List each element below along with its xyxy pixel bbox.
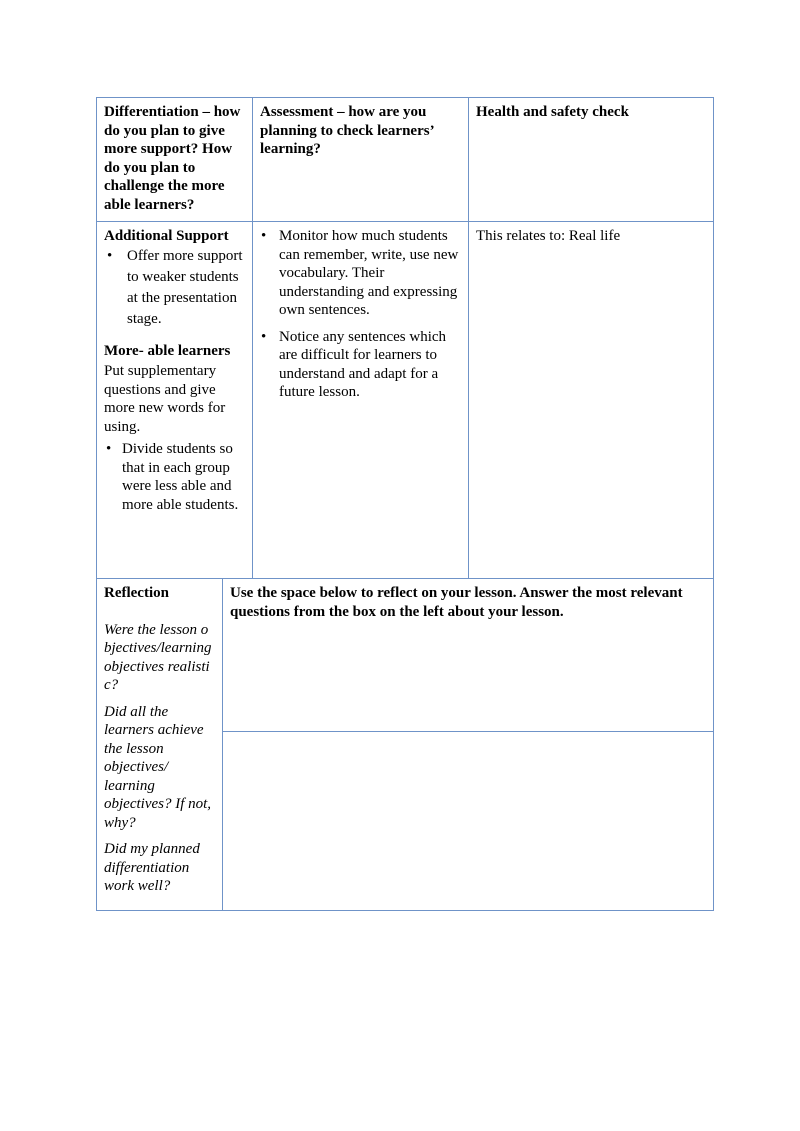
assessment-list (260, 227, 461, 402)
header-row (97, 98, 714, 222)
support-list (104, 246, 245, 330)
reflection-instruction: Use the space below to reflect on your lesson. Answer the most relevant questions from the box on the left about your lesson. (223, 579, 714, 732)
reflection-question: Were the lesson objectives/learning objectives realistic? (104, 621, 212, 693)
reflection-answer-space[interactable] (223, 732, 714, 911)
assessment-header: Assessment – how are you planning to check learners’ learning? (253, 98, 469, 222)
reflection-cell (97, 579, 223, 911)
lesson-plan-page (96, 97, 713, 911)
list-item: • Monitor how much students can remember, write, use new vocabulary. Their understanding and expressing own sentences. (260, 227, 461, 320)
health-safety-cell: This relates to: Real life (469, 222, 714, 579)
reflection-title: Reflection (104, 585, 169, 601)
content-row (97, 222, 714, 579)
able-heading: More- able learners (104, 342, 231, 359)
health-safety-header: Health and safety check (469, 98, 714, 222)
list-item: • Notice any sentences which are difficult for learners to understand and adapt for a future lesson. (260, 328, 461, 402)
able-text: Put supplementary questions and give more new words for using. (104, 363, 226, 435)
reflection-table (96, 578, 714, 911)
reflection-question: Did all the learners achieve the lesson objectives/ learning objectives? If not, why? (104, 703, 212, 831)
able-list (104, 440, 245, 514)
assessment-cell (253, 222, 469, 579)
list-item: • Divide students so that in each group were less able and more able students. (104, 440, 245, 514)
differentiation-cell (97, 222, 253, 579)
list-item: • Offer more support to weaker students at the presentation stage. (104, 246, 245, 330)
planning-table (96, 97, 714, 579)
differentiation-header: Differentiation – how do you plan to give more support? How do you plan to challenge the more able learners? (97, 98, 253, 222)
reflection-top-row (97, 579, 714, 732)
reflection-question: Did my planned differentiation work well? (104, 841, 200, 894)
support-heading: Additional Support (104, 228, 229, 244)
